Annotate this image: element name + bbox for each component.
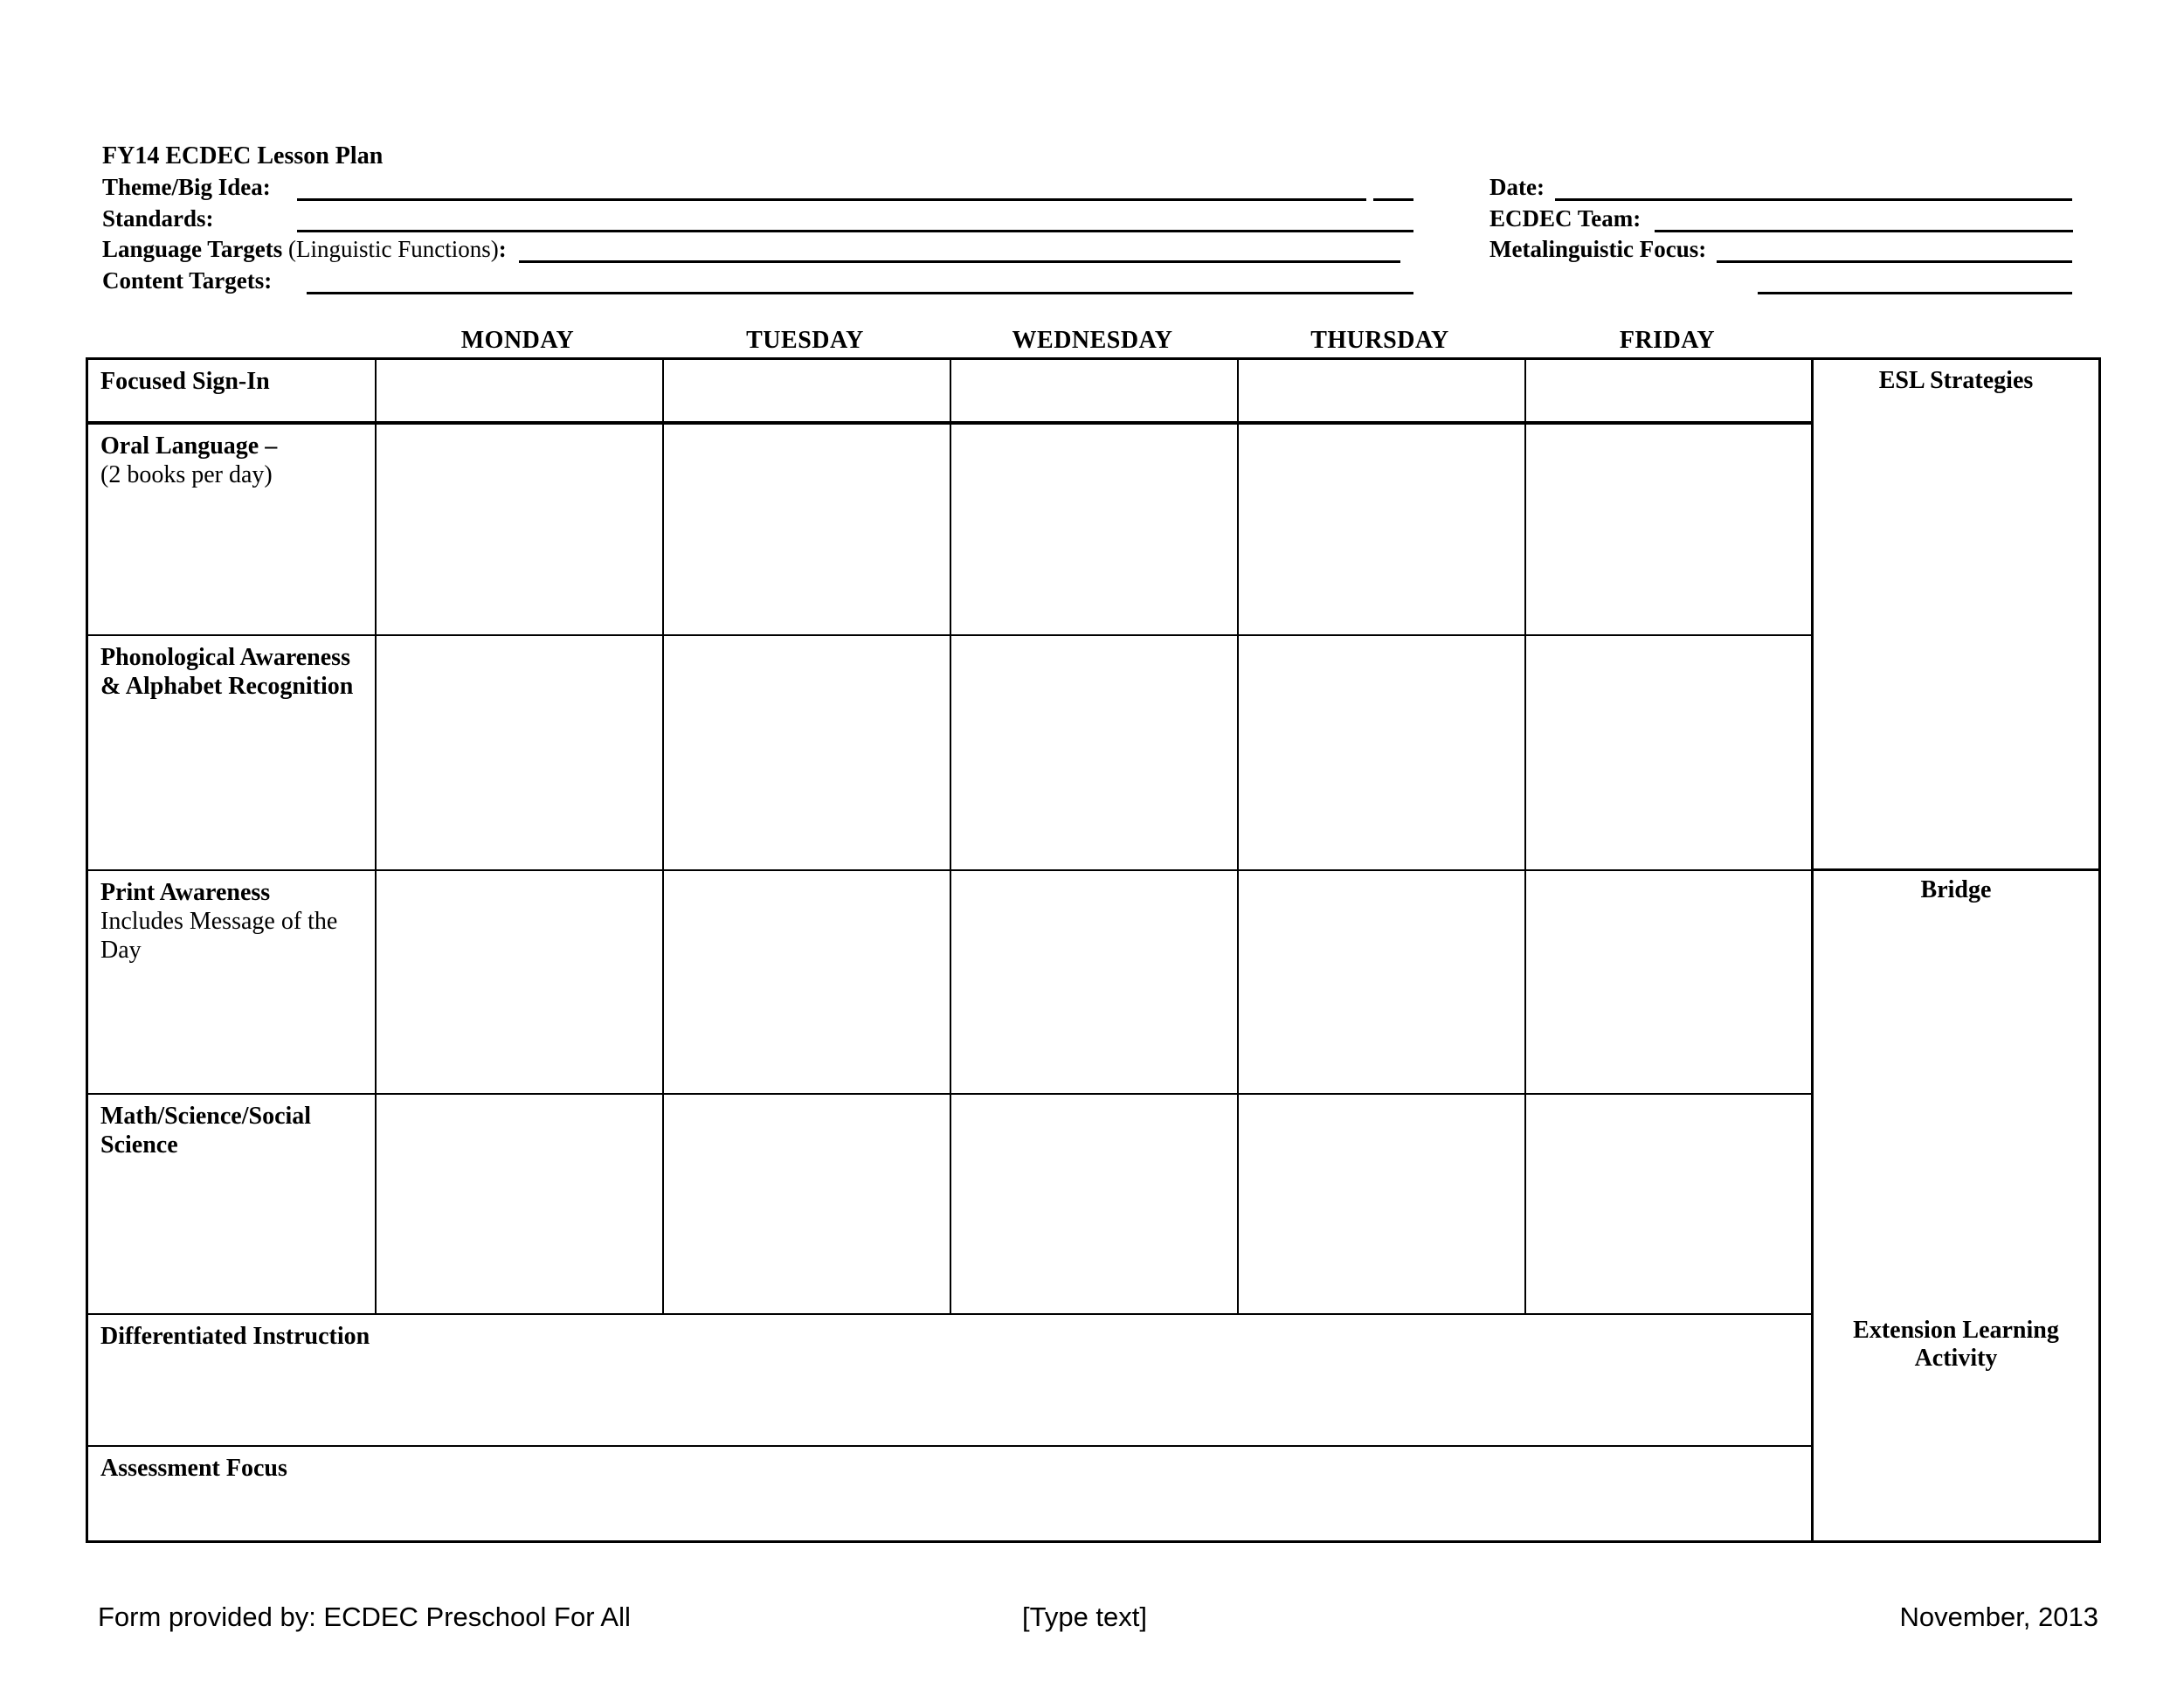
field-row-content-targets (102, 267, 1413, 294)
day-cell (1239, 636, 1526, 871)
row-assessment-focus: Assessment Focus (100, 1455, 287, 1482)
day-cell (1526, 1095, 1811, 1315)
field-row-theme (102, 174, 1413, 201)
form-title: FY14 ECDEC Lesson Plan (102, 142, 384, 169)
language-targets-blank-line (519, 236, 1400, 263)
content-targets-field-label: Content Targets: (102, 267, 273, 294)
day-cell (1239, 1095, 1526, 1315)
theme-field-label: Theme/Big Idea: (102, 174, 271, 200)
metalinguistic-blank-line-2 (1758, 267, 2072, 294)
row-label-phonological-awareness: Phonological Awareness & Alphabet Recognition (88, 636, 377, 871)
day-header-monday: MONDAY (460, 327, 575, 354)
metalinguistic-field-label: Metalinguistic Focus: (1489, 236, 1707, 262)
language-targets-field-label: Language Targets (Linguistic Functions): (102, 236, 507, 262)
day-cell (1526, 360, 1811, 425)
day-cell (1239, 425, 1526, 636)
day-header-tuesday: TUESDAY (746, 327, 864, 354)
esl-strategies-label: ESL Strategies (1878, 367, 2034, 394)
row-differentiated-instruction: Differentiated Instruction (88, 1315, 1811, 1447)
day-cell (664, 871, 951, 1095)
row-label-math-science: Math/Science/Social Science (88, 1095, 377, 1315)
field-row-language-targets (102, 236, 1400, 263)
theme-blank-line-segment (1373, 174, 1413, 201)
ecdec-team-blank-line (1655, 205, 2073, 232)
footer-provided-by: Form provided by: ECDEC Preschool For All (98, 1602, 631, 1632)
day-cell (1239, 360, 1526, 425)
day-cell (1526, 425, 1811, 636)
day-cell (951, 1095, 1239, 1315)
footer-date: November, 2013 (1899, 1602, 2098, 1632)
field-row-date (1489, 174, 2072, 201)
day-cell (377, 360, 664, 425)
row-label-focused-sign-in: Focused Sign-In (88, 360, 377, 425)
esl-strategies-cell (1814, 360, 2098, 871)
extension-learning-activity-label: Extension Learning Activity (1853, 1317, 2059, 1373)
day-cell (664, 425, 951, 636)
strategies-sidebar (1811, 357, 2101, 1543)
date-blank-line (1555, 174, 2072, 201)
day-cell (377, 636, 664, 871)
date-field-label: Date: (1489, 174, 1545, 200)
field-row-standards (102, 205, 1413, 232)
day-cell (951, 871, 1239, 1095)
standards-field-label: Standards: (102, 205, 214, 232)
day-header-wednesday: WEDNESDAY (1012, 327, 1173, 354)
theme-blank-line (297, 174, 1366, 201)
field-row-metalinguistic (1489, 236, 2072, 263)
standards-blank-line (297, 205, 1413, 232)
row-label-print-awareness: Print Awareness Includes Message of the Day (88, 871, 377, 1095)
lesson-plan-table (86, 357, 1814, 1543)
content-targets-blank-line (307, 267, 1413, 294)
day-cell (951, 360, 1239, 425)
day-cell (951, 425, 1239, 636)
day-cell (1526, 871, 1811, 1095)
field-row-ecdec-team (1489, 205, 2073, 232)
day-header-friday: FRIDAY (1619, 327, 1716, 354)
day-cell (664, 1095, 951, 1315)
ecdec-team-field-label: ECDEC Team: (1489, 205, 1641, 232)
day-cell (1526, 636, 1811, 871)
day-cell (664, 636, 951, 871)
bridge-cell (1814, 871, 2098, 1540)
day-cell (377, 871, 664, 1095)
field-row-metalinguistic-2 (1758, 267, 2072, 294)
day-cell (377, 1095, 664, 1315)
metalinguistic-blank-line (1717, 236, 2072, 263)
day-cell (951, 636, 1239, 871)
day-cell (664, 360, 951, 425)
day-cell (1239, 871, 1526, 1095)
row-label-oral-language: Oral Language – (2 books per day) (88, 425, 377, 636)
day-cell (377, 425, 664, 636)
footer-type-text-placeholder: [Type text] (1022, 1602, 1148, 1632)
bridge-label: Bridge (1920, 876, 1992, 903)
day-header-thursday: THURSDAY (1310, 327, 1449, 354)
